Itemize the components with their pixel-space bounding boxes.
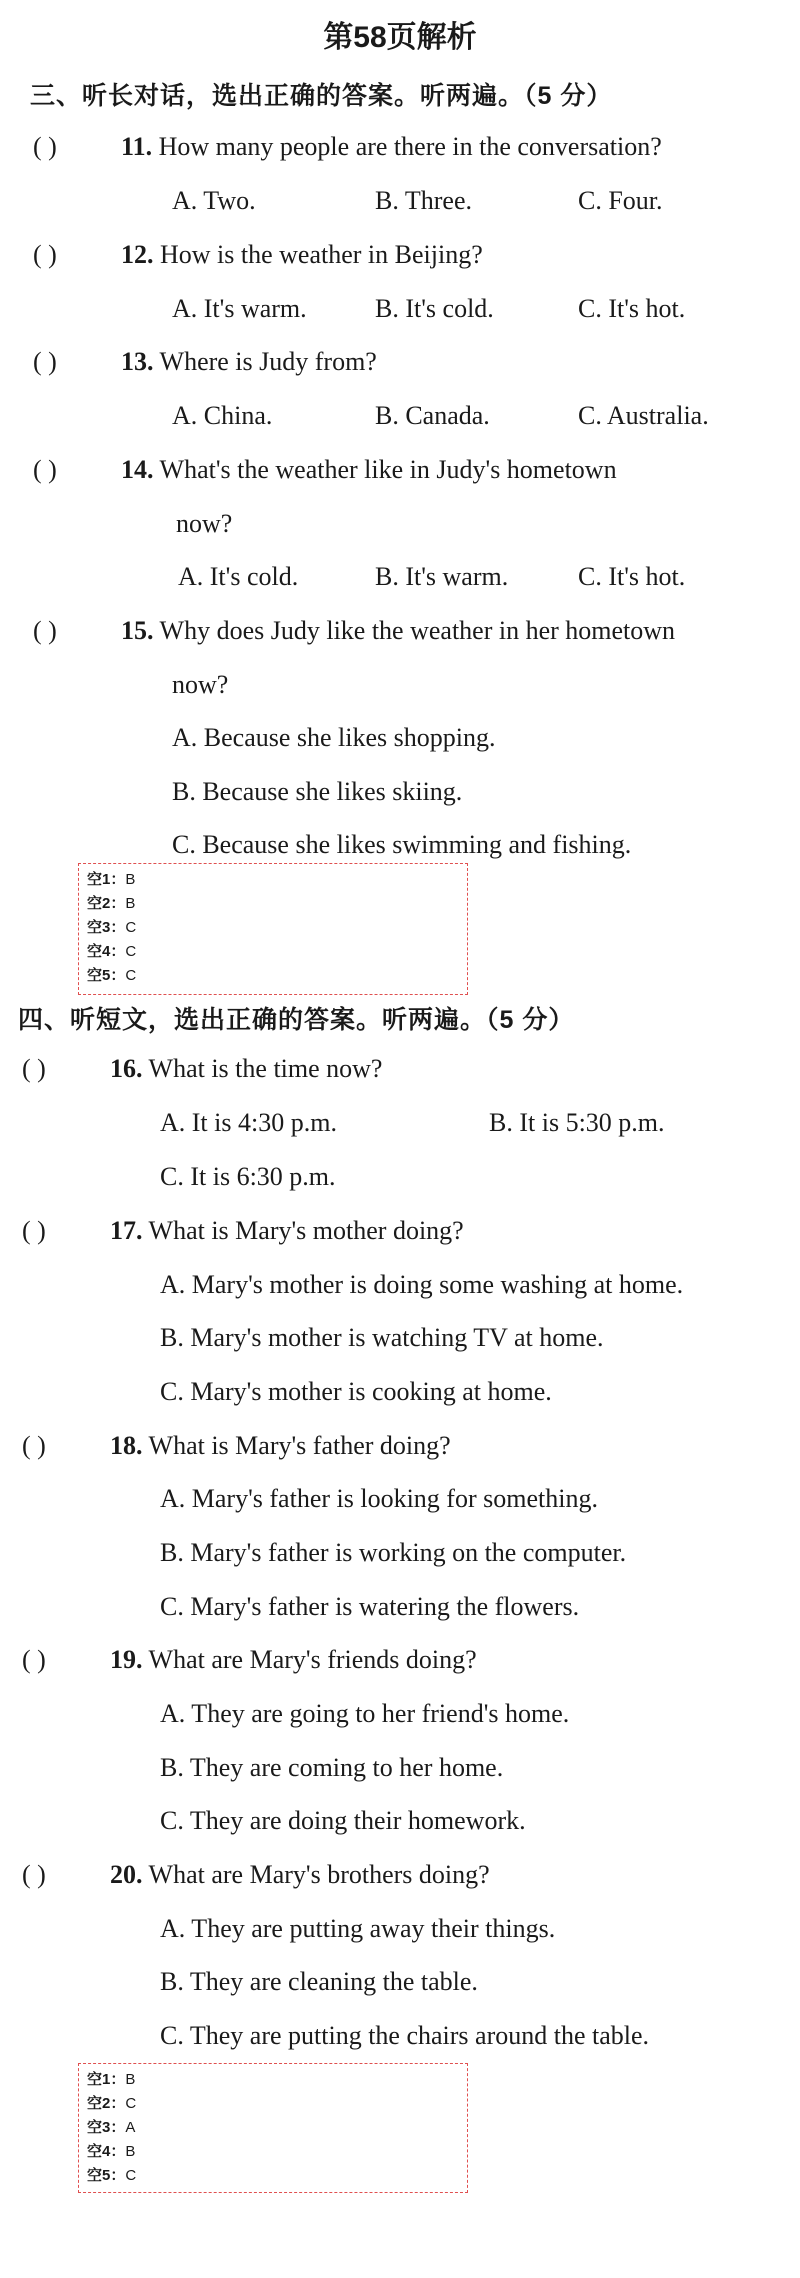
question-text: What are Mary's brothers doing? — [142, 1860, 490, 1889]
option-c: C. They are putting the chairs around the table. — [160, 2021, 650, 2050]
answer-value: A — [125, 2119, 136, 2136]
answer-row — [87, 868, 459, 892]
option-c: C. It's hot. — [578, 294, 686, 323]
option-a: A. Two. — [172, 186, 256, 215]
option-c: C. Mary's mother is cooking at home. — [160, 1377, 552, 1406]
answer-row — [87, 2092, 459, 2116]
option-a: A. It is 4:30 p.m. — [160, 1108, 337, 1137]
option-c: C. They are doing their homework. — [160, 1806, 526, 1835]
answer-paren: ( ) — [33, 616, 57, 645]
answer-row — [87, 892, 459, 916]
option-b: B. It is 5:30 p.m. — [489, 1108, 665, 1137]
option-b: B. Canada. — [375, 401, 490, 430]
question-17 — [22, 1216, 464, 1246]
question-16 — [22, 1054, 382, 1084]
option-b: B. They are cleaning the table. — [160, 1967, 478, 1996]
answer-value: C — [125, 2095, 137, 2112]
answer-box — [78, 2063, 468, 2193]
answer-label: 空1： — [87, 2071, 126, 2088]
question-text: Where is Judy from? — [153, 347, 377, 376]
answer-paren: ( ) — [33, 132, 57, 161]
option-a: A. Because she likes shopping. — [172, 723, 496, 752]
question-text: What is Mary's father doing? — [142, 1431, 451, 1460]
answer-paren: ( ) — [22, 1860, 46, 1889]
answer-paren: ( ) — [33, 240, 57, 269]
option-b: B. It's cold. — [375, 294, 494, 323]
answer-label: 空5： — [87, 967, 126, 984]
option-a: A. China. — [172, 401, 273, 430]
answer-paren: ( ) — [22, 1645, 46, 1674]
answer-paren: ( ) — [22, 1216, 46, 1245]
question-number: 19. — [110, 1645, 143, 1674]
option-a: A. Mary's father is looking for something. — [160, 1484, 598, 1513]
answer-label: 空2： — [87, 895, 126, 912]
answer-row — [87, 2140, 459, 2164]
option-b: B. Three. — [375, 186, 472, 215]
option-a: A. It's cold. — [178, 562, 299, 591]
answer-row — [87, 2068, 459, 2092]
answer-label: 空4： — [87, 943, 126, 960]
option-b: B. Mary's mother is watching TV at home. — [160, 1323, 604, 1352]
question-19 — [22, 1645, 477, 1675]
option-b: B. It's warm. — [375, 562, 509, 591]
question-number: 13. — [121, 347, 154, 376]
option-a: A. It's warm. — [172, 294, 307, 323]
answer-label: 空3： — [87, 919, 126, 936]
answer-paren: ( ) — [22, 1431, 46, 1460]
section-heading-3: 三、听长对话，选出正确的答案。听两遍。（5 分） — [30, 82, 613, 110]
answer-label: 空2： — [87, 2095, 126, 2112]
question-text: How many people are there in the conversation? — [152, 132, 662, 161]
question-text: What are Mary's friends doing? — [142, 1645, 477, 1674]
answer-value: C — [125, 919, 137, 936]
answer-value: C — [125, 967, 137, 984]
option-c: C. Mary's father is watering the flowers. — [160, 1592, 580, 1621]
question-text-continued: now? — [172, 670, 229, 699]
question-number: 16. — [110, 1054, 143, 1083]
option-c: C. It's hot. — [578, 562, 686, 591]
answer-value: C — [125, 943, 137, 960]
question-text-continued: now? — [176, 509, 233, 538]
question-13 — [33, 347, 377, 377]
answer-row — [87, 964, 459, 988]
question-14 — [33, 455, 617, 485]
option-a: A. They are putting away their things. — [160, 1914, 556, 1943]
question-number: 18. — [110, 1431, 143, 1460]
question-text: What is Mary's mother doing? — [142, 1216, 464, 1245]
answer-paren: ( ) — [33, 347, 57, 376]
answer-paren: ( ) — [22, 1054, 46, 1083]
answer-row — [87, 916, 459, 940]
question-number: 11. — [121, 132, 153, 161]
answer-label: 空1： — [87, 871, 126, 888]
answer-value: C — [125, 2167, 137, 2184]
question-number: 14. — [121, 455, 154, 484]
question-20 — [22, 1860, 490, 1890]
question-text: How is the weather in Beijing? — [153, 240, 483, 269]
question-number: 20. — [110, 1860, 143, 1889]
option-c: C. It is 6:30 p.m. — [160, 1162, 336, 1191]
answer-label: 空3： — [87, 2119, 126, 2136]
question-18 — [22, 1431, 451, 1461]
option-a: A. Mary's mother is doing some washing at home. — [160, 1270, 684, 1299]
answer-label: 空4： — [87, 2143, 126, 2160]
answer-row — [87, 2116, 459, 2140]
option-b: B. Because she likes skiing. — [172, 777, 463, 806]
answer-row — [87, 2164, 459, 2188]
answer-value: B — [125, 2071, 136, 2088]
answer-value: B — [125, 2143, 136, 2160]
question-12 — [33, 240, 483, 270]
answer-box — [78, 863, 468, 995]
answer-value: B — [125, 871, 136, 888]
question-number: 17. — [110, 1216, 143, 1245]
page-title: 第58页解析 — [323, 21, 477, 54]
option-a: A. They are going to her friend's home. — [160, 1699, 570, 1728]
option-b: B. Mary's father is working on the computer. — [160, 1538, 627, 1567]
question-number: 15. — [121, 616, 154, 645]
question-number: 12. — [121, 240, 154, 269]
option-c: C. Because she likes swimming and fishing. — [172, 830, 632, 859]
question-text: What is the time now? — [142, 1054, 383, 1083]
question-15 — [33, 616, 675, 646]
question-text: Why does Judy like the weather in her hometown — [153, 616, 676, 645]
answer-row — [87, 940, 459, 964]
question-11 — [33, 132, 662, 162]
question-text: What's the weather like in Judy's hometown — [153, 455, 617, 484]
option-c: C. Australia. — [578, 401, 709, 430]
option-c: C. Four. — [578, 186, 663, 215]
answer-paren: ( ) — [33, 455, 57, 484]
section-heading-4: 四、听短文，选出正确的答案。听两遍。（5 分） — [18, 1006, 575, 1034]
answer-value: B — [125, 895, 136, 912]
option-b: B. They are coming to her home. — [160, 1753, 504, 1782]
answer-label: 空5： — [87, 2167, 126, 2184]
